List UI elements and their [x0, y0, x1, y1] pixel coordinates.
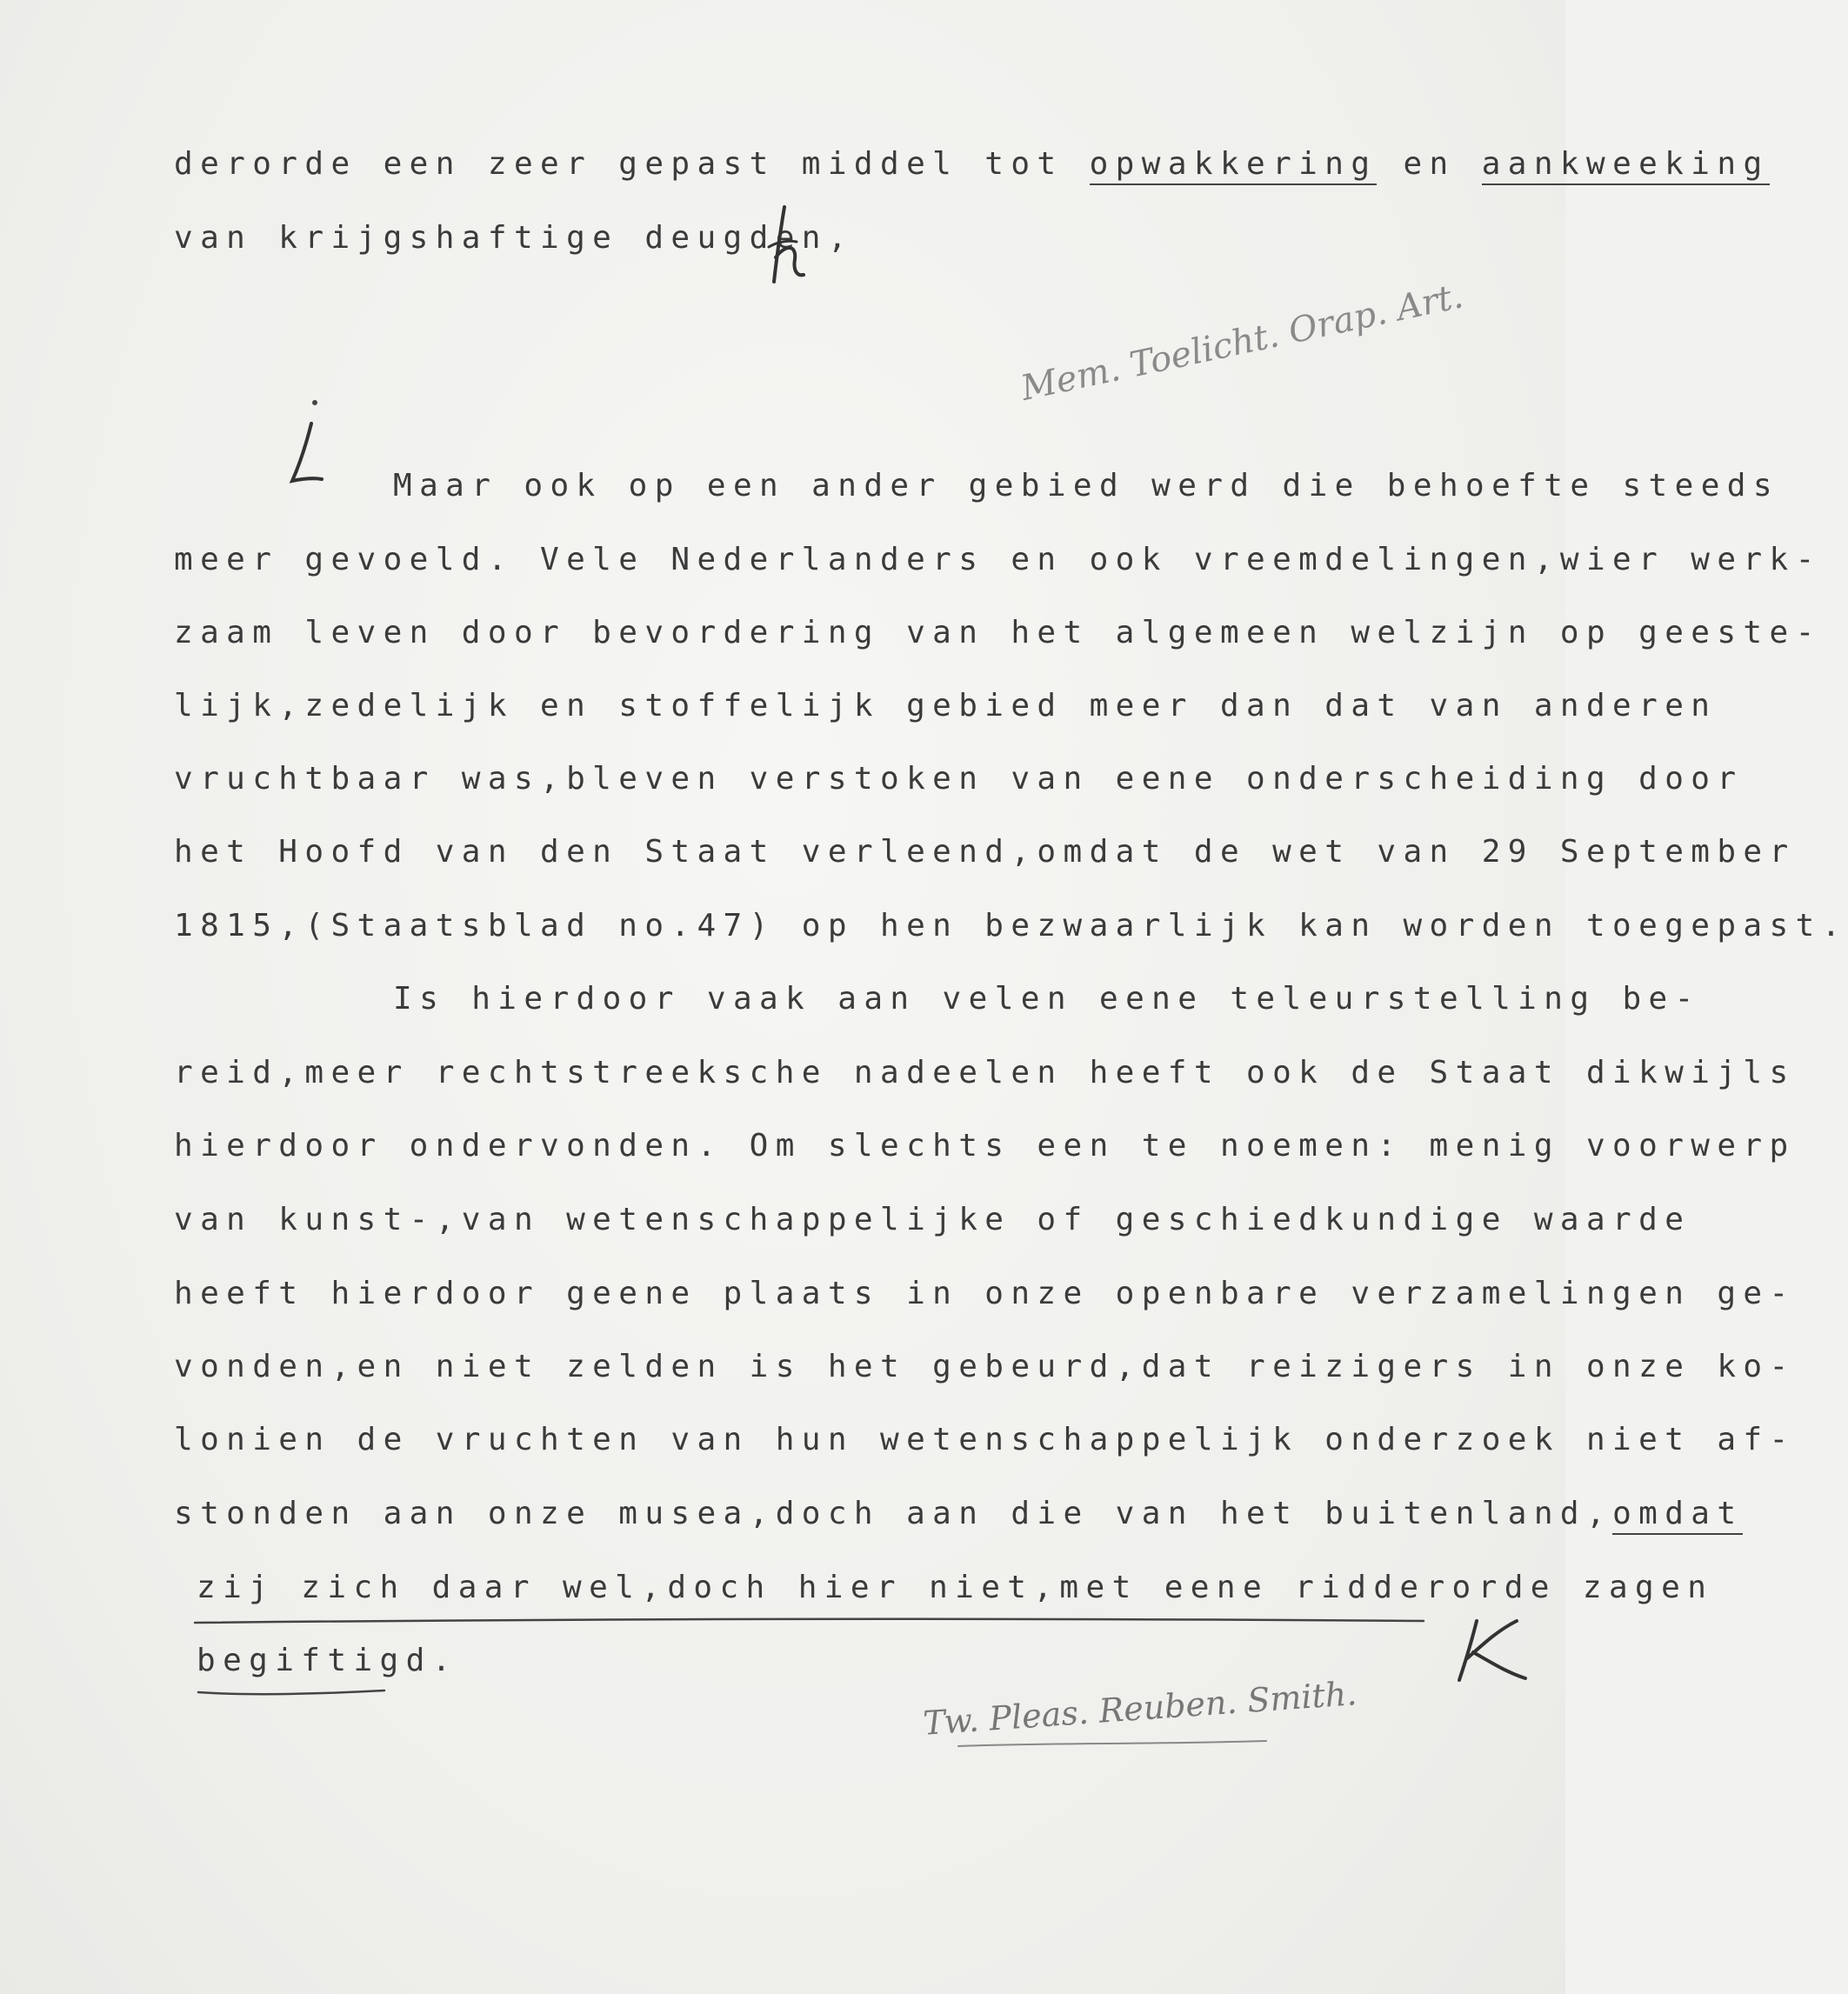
text-line-16: lonien de vruchten van hun wetenschappelijk onderzoek niet af-	[174, 1422, 1796, 1457]
text-line-18: zij zich daar wel,doch hier niet,met eene ridderorde zagen	[197, 1570, 1714, 1605]
line-1-text: derorde een zeer gepast middel tot	[174, 146, 1090, 182]
underlined-word-omdat: omdat	[1612, 1496, 1743, 1535]
line-17-text: stonden aan onze musea,doch aan die van het buitenland,	[174, 1496, 1613, 1531]
text-line-3: Maar ook op een ander gebied werd die behoefte steeds	[393, 468, 1779, 504]
text-line-11: reid,meer rechtstreeksche nadeelen heeft ook de Staat dikwijls	[174, 1055, 1796, 1090]
text-line-4: meer gevoeld. Vele Nederlanders en ook vreemdelingen,wier werk-	[174, 542, 1822, 577]
text-line-12: hierdoor ondervonden. Om slechts een te noemen: menig voorwerp	[174, 1128, 1796, 1164]
text-line-14: heeft hierdoor geene plaats in onze openbare verzamelingen ge-	[174, 1276, 1796, 1311]
text-line-8: het Hoofd van den Staat verleend,omdat de wet van 29 September	[174, 834, 1796, 870]
handwritten-underline-2	[197, 1687, 388, 1699]
text-line-6: lijk,zedelijk en stoffelijk gebied meer dan dat van anderen	[174, 688, 1718, 724]
underlined-word-opwakkering: opwakkering	[1090, 146, 1378, 185]
handwritten-i-mark	[277, 396, 329, 491]
handwritten-note-top: Mem. Toelicht. Orap. Art.	[1017, 276, 1467, 409]
handwritten-h-mark	[758, 202, 819, 289]
text-line-15: vonden,en niet zelden is het gebeurd,dat reizigers in onze ko-	[174, 1349, 1796, 1384]
text-line-5: zaam leven door bevordering van het algemeen welzijn op geeste-	[174, 615, 1822, 650]
text-line-19: begiftigd.	[197, 1643, 458, 1678]
line-1-connector: en	[1377, 146, 1482, 182]
handwritten-note-underline	[957, 1739, 1270, 1750]
text-line-2: van krijgshaftige deugden,	[174, 220, 854, 256]
text-line-1	[174, 145, 1770, 183]
text-line-10: Is hierdoor vaak aan velen eene teleurstelling be-	[393, 981, 1701, 1017]
handwritten-k-mark	[1454, 1616, 1532, 1685]
text-line-7: vruchtbaar was,bleven verstoken van eene onderscheiding door	[174, 761, 1744, 797]
text-line-13: van kunst-,van wetenschappelijke of geschiedkundige waarde	[174, 1202, 1691, 1237]
underlined-word-aankweeking: aankweeking	[1482, 146, 1770, 185]
text-line-17	[174, 1495, 1743, 1533]
text-line-9: 1815,(Staatsblad no.47) op hen bezwaarlijk kan worden toegepast.	[174, 908, 1848, 944]
handwritten-underline-1	[193, 1616, 1428, 1628]
handwritten-note-bottom: Tw. Pleas. Reuben. Smith.	[922, 1674, 1358, 1743]
